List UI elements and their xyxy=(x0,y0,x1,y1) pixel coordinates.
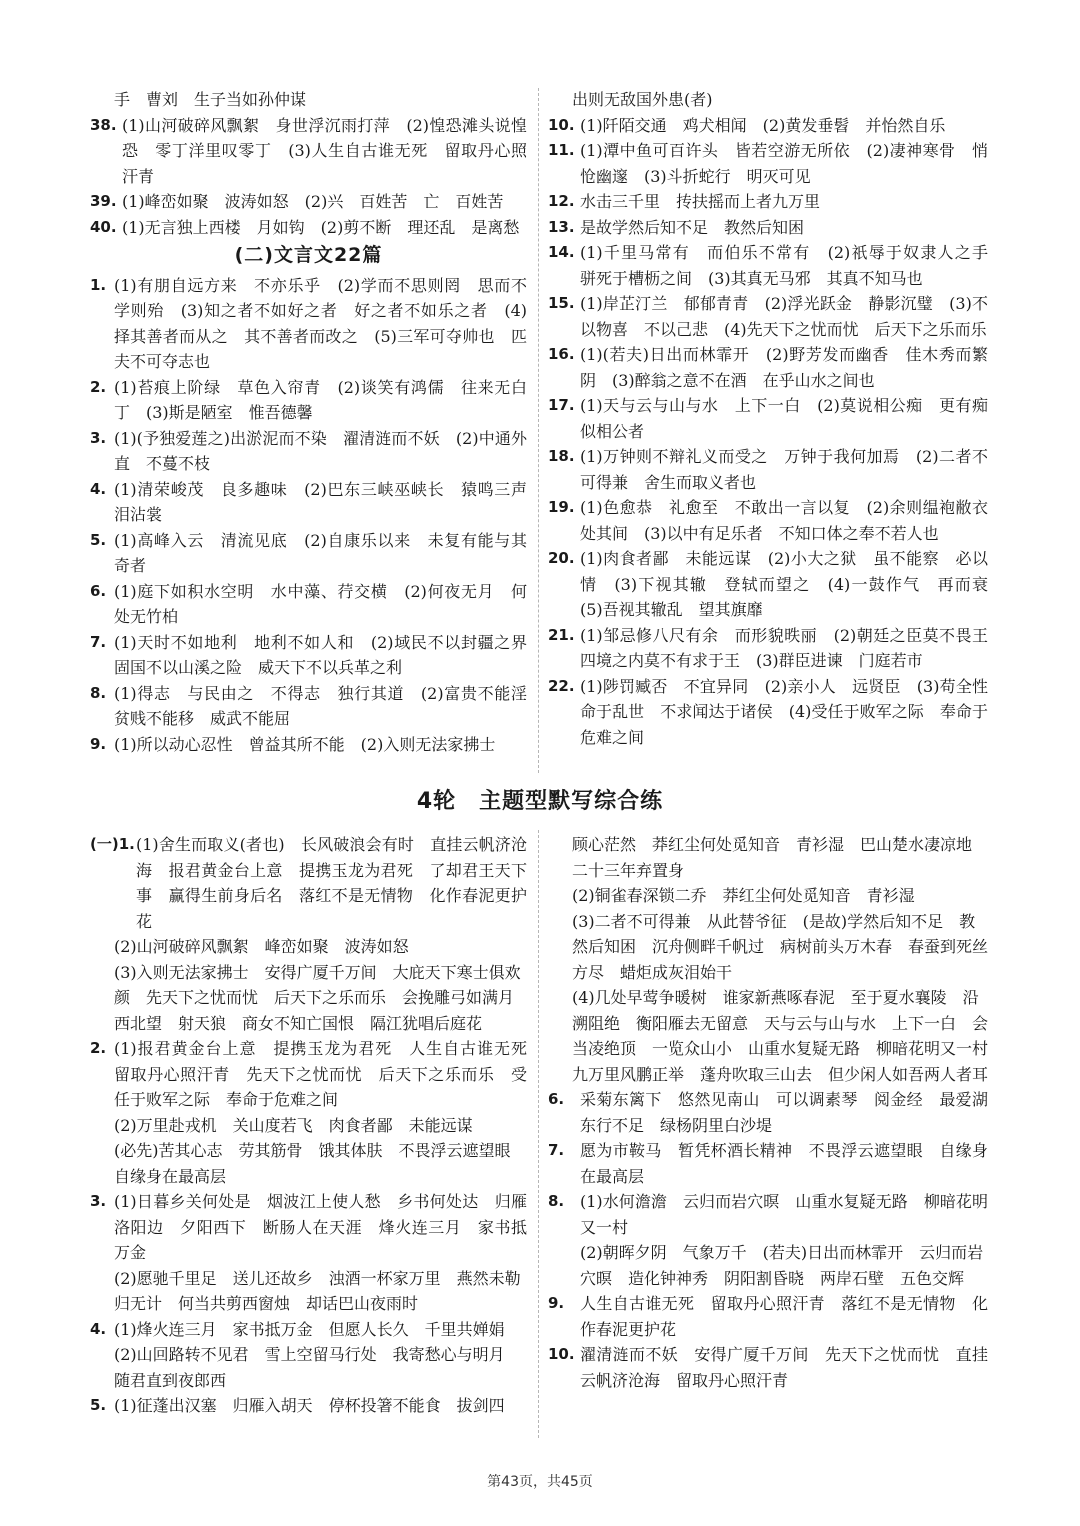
bottom-left-column xyxy=(90,832,544,1419)
answer-item xyxy=(548,189,988,215)
item-text: (1)水何澹澹 云归而岩穴暝 山重水复疑无路 柳暗花明又一村 xyxy=(580,1192,988,1237)
item-text: (1)(予独爱莲之)出淤泥而不染 濯清涟而不妖 (2)中通外直 不蔓不枝 xyxy=(114,428,527,473)
answer-item xyxy=(90,477,527,528)
item-text: (1)邹忌修八尺有余 而形貌昳丽 (2)朝廷之臣莫不畏王 四境之内莫不有求于王 (3)群臣进谏 门庭若市 xyxy=(580,625,1005,670)
answer-item xyxy=(90,1317,527,1343)
answer-list xyxy=(90,1036,544,1419)
item-number: 12. xyxy=(548,192,575,210)
sub-answer: (2)万里赴戎机 关山度若飞 肉食者鄙 未能远谋 xyxy=(114,1115,473,1135)
item-text: (1)千里马常有 而伯乐不常有 (2)祇辱于奴隶人之手 骈死于槽枥之间 (3)其真无马邪 其真不知马也 xyxy=(580,243,1005,288)
answer-item xyxy=(548,215,988,241)
sub-answer: (3)入则无法家拂士 安得广厦千万间 大庇天下寒士俱欢颜 先天下之忧而忧 后天下之乐而乐 会挽雕弓如满月 西北望 射天狼 商女不知亡国恨 隔江犹唱后庭花 xyxy=(114,962,531,1033)
item-number: 15. xyxy=(548,294,575,312)
item-number: 1. xyxy=(90,275,107,294)
item-text: (1)天时不如地利 地利不如人和 (2)域民不以封疆之界 固国不以山溪之险 威天下不以兵革之利 xyxy=(114,632,544,677)
item-text: 是故学然后知不足 教然后知困 xyxy=(580,217,805,237)
item-text: (1)日暮乡关何处是 烟波江上使人愁 乡书何处达 归雁洛阳边 夕阳西下 断肠人在天涯 烽火连三月 家书抵万金 xyxy=(114,1192,527,1262)
answer-item xyxy=(548,1138,988,1189)
item-number: 18. xyxy=(548,447,575,465)
answer-item xyxy=(90,113,527,190)
item-number: (一)1. xyxy=(90,835,135,853)
item-text: (1)无言独上西楼 月如钩 (2)剪不断 理还乱 是离愁 xyxy=(122,217,520,237)
answer-item xyxy=(548,495,988,546)
sub-answer-list xyxy=(548,883,1005,1087)
item-text: (1)(若夫)日出而林霏开 (2)野芳发而幽香 佳木秀而繁阴 (3)醉翁之意不在酒 在乎山水之间也 xyxy=(580,345,988,390)
answer-list xyxy=(90,113,527,241)
answer-item xyxy=(548,113,988,139)
item-text: (1)庭下如积水空明 水中藻、荇交横 (2)何夜无月 何处无竹柏 xyxy=(114,581,527,626)
top-left-column xyxy=(90,87,544,757)
item-text: 水击三千里 抟扶摇而上者九万里 xyxy=(580,192,821,211)
item-number: 2. xyxy=(90,377,107,396)
sub-answer: 顾心茫然 莽红尘何处觅知音 青衫湿 巴山楚水凄凉地 二十三年弃置身 xyxy=(572,835,989,880)
item-text: (1)得志 与民由之 不得志 独行其道 (2)富贵不能淫 贫贱不能移 威武不能屈 xyxy=(114,683,544,728)
answer-item xyxy=(548,240,1005,291)
item-number: 8. xyxy=(548,1192,565,1210)
item-number: 8. xyxy=(90,683,107,702)
answer-item xyxy=(548,444,988,495)
item-text: (1)潭中鱼可百许头 皆若空游无所依 (2)凄神寒骨 悄怆幽邃 (3)斗折蛇行 明灭可见 xyxy=(580,141,988,186)
item-text: (1)肉食者鄙 未能远谋 (2)小大之狱 虽不能察 必以情 (3)下视其辙 登轼而望之 (4)一鼓作气 再而衰 (5)吾视其辙乱 望其旗靡 xyxy=(580,549,1005,619)
answer-item xyxy=(548,674,988,751)
item-number: 10. xyxy=(548,115,575,134)
item-text: (1)苔痕上阶绿 草色入帘青 (2)谈笑有鸿儒 往来无白丁 (3)斯是陋室 惟吾德馨 xyxy=(114,377,527,422)
answer-item xyxy=(90,426,527,477)
item-text: 濯清涟而不妖 安得广厦千万间 先天下之忧而忧 直挂云帆济沧海 留取丹心照汗青 xyxy=(580,1345,988,1390)
item-number: 13. xyxy=(548,217,575,236)
answer-item xyxy=(548,546,1005,623)
answer-item xyxy=(90,630,544,681)
answer-item xyxy=(90,732,527,758)
item-text: (1)征蓬出汉塞 归雁入胡天 停杯投箸不能食 拔剑四 xyxy=(114,1396,505,1415)
item-text: (1)万钟则不辩礼义而受之 万钟于我何加焉 (2)二者不可得兼 舍生而取义者也 xyxy=(580,447,988,492)
item-text: (1)清荣峻茂 良多趣味 (2)巴东三峡巫峡长 猿鸣三声泪沾裳 xyxy=(114,479,527,524)
item-text: (1)岸芷汀兰 郁郁青青 (2)浮光跃金 静影沉璧 (3)不以物喜 不以己悲 (4)先天下之忧而忧 后天下之乐而乐 xyxy=(580,294,988,339)
item-number: 39. xyxy=(90,192,117,210)
answer-item xyxy=(90,375,527,426)
sub-answer: (必先)苦其心志 劳其筋骨 饿其体肤 不畏浮云遮望眼 自缘身在最高层 xyxy=(114,1141,527,1186)
item-number: 3. xyxy=(90,428,107,447)
answer-item xyxy=(90,681,544,732)
item-number: 4. xyxy=(90,1319,107,1338)
answer-item xyxy=(90,189,527,215)
answer-item xyxy=(548,623,1005,674)
item-text: (1)报君黄金台上意 提携玉龙为君死 人生自古谁无死 留取丹心照汗青 先天下之忧而忧 后天下之乐而乐 受任于败军之际 奉命于危难之间 xyxy=(114,1039,544,1109)
item-number: 11. xyxy=(548,141,575,159)
item-number: 9. xyxy=(90,734,107,753)
answer-item xyxy=(548,393,988,444)
answer-item xyxy=(548,1087,988,1138)
item-number: 9. xyxy=(548,1294,565,1312)
item-number: 20. xyxy=(548,549,575,567)
item-number: 5. xyxy=(90,530,107,549)
answer-item xyxy=(548,1291,988,1342)
item-number: 21. xyxy=(548,625,575,644)
answer-item xyxy=(548,1189,988,1240)
column-divider-top xyxy=(538,88,539,773)
answer-item xyxy=(90,832,527,934)
answer-item xyxy=(90,1036,544,1113)
item-number: 4. xyxy=(90,479,107,498)
sub-answer: (3)二者不可得兼 从此替爷征 (是故)学然后知不足 教然后知困 沉舟侧畔千帆过 病树前头万木春 春蚕到死丝方尽 蜡炬成灰泪始干 xyxy=(572,911,989,982)
sub-answer: (2)朝晖夕阴 气象万千 (若夫)日出而林霏开 云归而岩穴暝 造化钟神秀 阴阳割昏晓 两岸石壁 五色交辉 xyxy=(580,1243,984,1288)
item-number: 7. xyxy=(90,632,107,651)
item-number: 38. xyxy=(90,115,117,134)
answer-item xyxy=(548,291,988,342)
answer-item xyxy=(548,1342,988,1393)
item-number: 6. xyxy=(548,1090,565,1108)
sub-answer: (2)愿驰千里足 送儿还故乡 浊酒一杯家万里 燕然未勒归无计 何当共剪西窗烛 却话巴山夜雨时 xyxy=(114,1268,521,1313)
item-text: (1)阡陌交通 鸡犬相闻 (2)黄发垂髫 并怡然自乐 xyxy=(580,115,946,135)
top-right-column xyxy=(548,87,1005,750)
answer-item xyxy=(90,1393,527,1419)
item-number: 16. xyxy=(548,345,575,363)
item-number: 17. xyxy=(548,396,575,414)
answer-list xyxy=(548,1087,988,1393)
sub-answer: (4)几处早莺争暖树 谁家新燕啄春泥 至于夏水襄陵 沿溯阻绝 衡阳雁去无留意 天与云与山与水 上下一白 会当凌绝顶 一览众山小 山重水复疑无路 柳暗花明又一村 九万里风鹏正举 蓬舟吹取三山去 但少闲人如吾两人者耳 xyxy=(572,988,1005,1084)
main-heading: 4轮 主题型默写综合练 xyxy=(416,789,664,814)
item-number: 40. xyxy=(90,217,117,236)
section-title: (二)文言文22篇 xyxy=(234,244,383,266)
answer-item xyxy=(90,273,527,375)
sub-answer: (2)铜雀春深锁二乔 莽红尘何处觅知音 青衫湿 xyxy=(572,886,915,905)
answer-item xyxy=(90,579,527,630)
item-text: (1)陟罚臧否 不宜异同 (2)亲小人 远贤臣 (3)苟全性命于乱世 不求闻达于诸侯 (4)受任于败军之际 奉命于危难之间 xyxy=(580,676,988,747)
item-text: (1)峰峦如聚 波涛如怒 (2)兴 百姓苦 亡 百姓苦 xyxy=(122,192,504,211)
sub-answer: (2)山河破碎风飘絮 峰峦如聚 波涛如怒 xyxy=(114,937,409,956)
answer-list xyxy=(548,113,1005,751)
item-number: 3. xyxy=(90,1192,107,1210)
answer-item xyxy=(548,138,988,189)
item-number: 2. xyxy=(90,1039,107,1057)
continued-lines xyxy=(548,832,988,883)
continued-line: 出则无敌国外患(者) xyxy=(572,90,713,109)
item-text: (1)所以动心忍性 曾益其所不能 (2)入则无法家拂士 xyxy=(114,734,496,754)
item-text: (1)天与云与山与水 上下一白 (2)莫说相公痴 更有痴似相公者 xyxy=(580,396,988,441)
item-text: (1)山河破碎风飘絮 身世浮沉雨打萍 (2)惶恐滩头说惶恐 零丁洋里叹零丁 (3)人生自古谁无死 留取丹心照汗青 xyxy=(122,115,527,186)
item-number: 6. xyxy=(90,581,107,600)
page-footer: 第43页，共45页 xyxy=(487,1474,593,1490)
sub-answer: (2)山回路转不见君 雪上空留马行处 我寄愁心与明月 随君直到夜郎西 xyxy=(114,1345,521,1390)
item-number: 5. xyxy=(90,1396,107,1414)
column-divider-bottom xyxy=(538,830,539,1438)
item-text: 采菊东篱下 悠然见南山 可以调素琴 阅金经 最爱湖东行不足 绿杨阴里白沙堤 xyxy=(580,1090,988,1135)
item-number: 10. xyxy=(548,1345,575,1363)
item-text: (1)烽火连三月 家书抵万金 但愿人长久 千里共婵娟 xyxy=(114,1319,505,1339)
item-text: (1)色愈恭 礼愈至 不敢出一言以复 (2)余则缊袍敝衣处其间 (3)以中有足乐者 不知口体之奉不若人也 xyxy=(580,498,988,543)
answer-item xyxy=(90,1189,527,1266)
item-number: 19. xyxy=(548,498,575,516)
answer-list xyxy=(90,273,544,758)
item-text: 愿为市鞍马 暂凭杯酒长精神 不畏浮云遮望眼 自缘身在最高层 xyxy=(580,1141,988,1186)
answer-item xyxy=(90,528,527,579)
bottom-right-column xyxy=(548,832,1005,1393)
item-number: 22. xyxy=(548,676,575,695)
sub-answer-list xyxy=(90,934,531,1036)
item-text: (1)高峰入云 清流见底 (2)自康乐以来 未复有能与其奇者 xyxy=(114,530,527,575)
answer-item xyxy=(90,215,527,241)
item-text: 人生自古谁无死 留取丹心照汗青 落红不是无情物 化作春泥更护花 xyxy=(580,1294,988,1339)
item-number: 7. xyxy=(548,1141,565,1159)
item-text: (1)有朋自远方来 不亦乐乎 (2)学而不思则罔 思而不学则殆 (3)知之者不如好之者 好之者不如乐之者 (4)择其善者而从之 其不善者而改之 (5)三军可夺帅也 匹夫不可夺志也 xyxy=(114,275,527,371)
item-number: 14. xyxy=(548,243,575,261)
answer-item xyxy=(548,342,988,393)
item-text: (1)舍生而取义(者也) 长风破浪会有时 直挂云帆济沧海 报君黄金台上意 提携玉龙为君死 了却君王天下事 赢得生前身后名 落红不是无情物 化作春泥更护花 xyxy=(136,835,527,931)
continued-line: 手 曹刘 生子当如孙仲谋 xyxy=(114,90,307,109)
